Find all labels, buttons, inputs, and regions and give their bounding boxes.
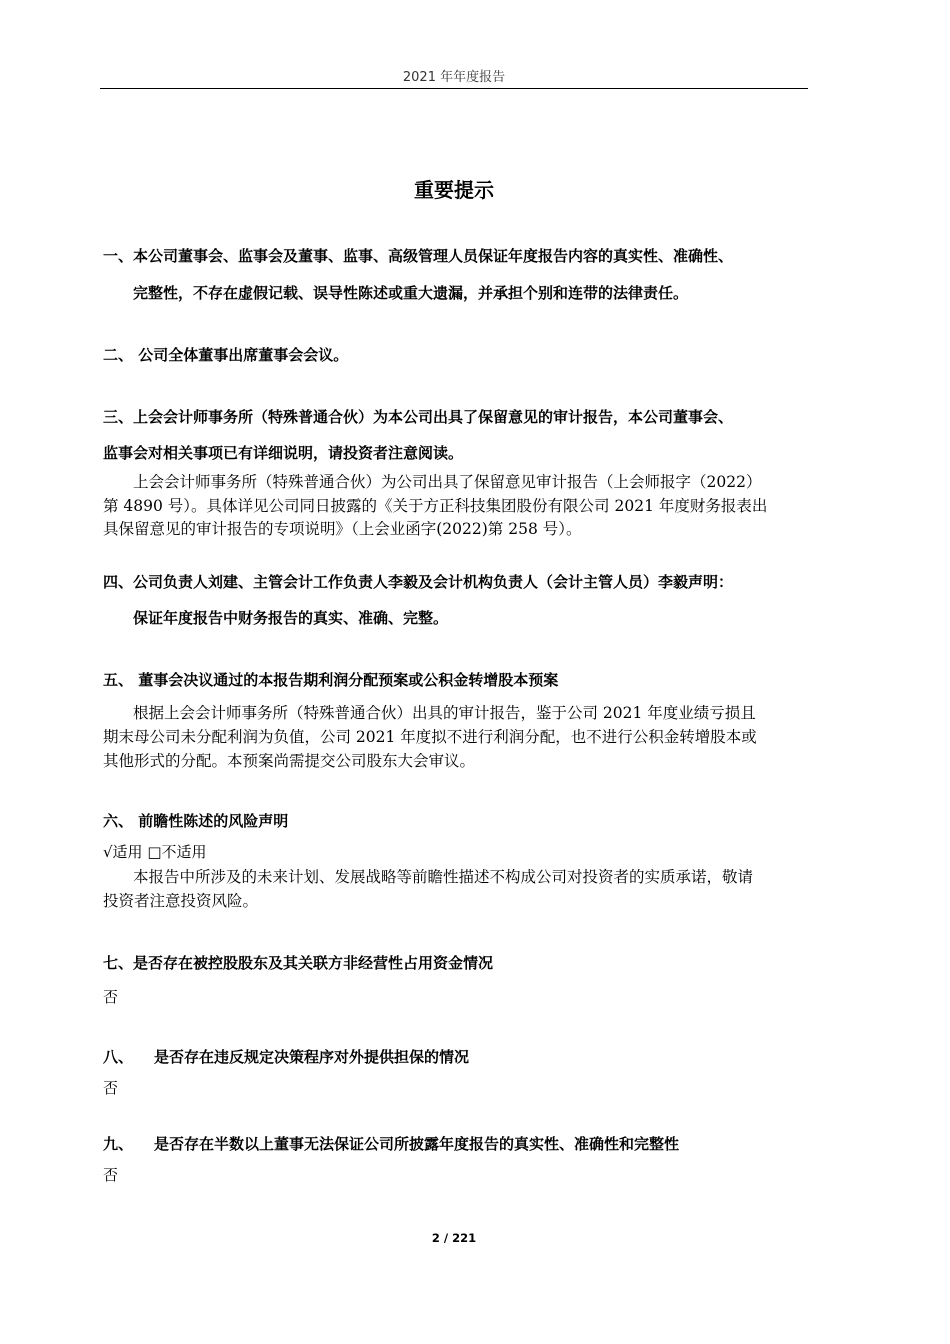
section-5-body-line-3: 其他形式的分配。本预案尚需提交公司股东大会审议。: [103, 752, 476, 770]
section-6-heading: 六、 前瞻性陈述的风险声明: [103, 812, 289, 830]
section-5-body-line-1: 根据上会会计师事务所（特殊普通合伙）出具的审计报告，鉴于公司 2021 年度业绩亏损且: [133, 704, 756, 722]
section-8-number: 八、: [103, 1048, 134, 1066]
section-9-heading: 是否存在半数以上董事无法保证公司所披露年度报告的真实性、准确性和完整性: [154, 1135, 680, 1153]
section-3-body-line-2: 第 4890 号）。具体详见公司同日披露的《关于方正科技集团股份有限公司 2021 年度财务报表出: [103, 497, 768, 515]
section-4-heading-line-2: 保证年度报告中财务报告的真实、准确、完整。: [133, 609, 449, 627]
applicability-checkbox: √适用 □不适用: [103, 843, 207, 861]
section-2-heading: 二、 公司全体董事出席董事会会议。: [103, 346, 349, 364]
section-5-body-line-2: 期末母公司未分配利润为负值，公司 2021 年度拟不进行利润分配，也不进行公积金转增股本或: [103, 728, 757, 746]
section-6-body-line-2: 投资者注意投资风险。: [103, 892, 259, 910]
section-3-heading-line-1: 三、上会会计师事务所（特殊普通合伙）为本公司出具了保留意见的审计报告，本公司董事会、: [103, 408, 734, 426]
section-7-answer: 否: [103, 988, 119, 1006]
section-8-heading: 是否存在违反规定决策程序对外提供担保的情况: [154, 1048, 470, 1066]
section-1-heading-line-1: 一、本公司董事会、监事会及董事、监事、高级管理人员保证年度报告内容的真实性、准确性、: [103, 247, 734, 265]
page-number: 2 / 221: [431, 1231, 477, 1245]
running-header: 2021 年年度报告: [402, 70, 506, 85]
section-9-answer: 否: [103, 1166, 119, 1184]
page-title: 重要提示: [414, 178, 494, 202]
section-7-heading: 七、是否存在被控股股东及其关联方非经营性占用资金情况: [103, 954, 494, 972]
section-1-heading-line-2: 完整性，不存在虚假记载、误导性陈述或重大遗漏，并承担个别和连带的法律责任。: [133, 284, 689, 302]
header-divider: [100, 88, 808, 89]
section-5-heading: 五、 董事会决议通过的本报告期利润分配预案或公积金转增股本预案: [103, 671, 559, 689]
section-6-body-line-1: 本报告中所涉及的未来计划、发展战略等前瞻性描述不构成公司对投资者的实质承诺，敬请: [133, 868, 754, 886]
section-3-body-line-1: 上会会计师事务所（特殊普通合伙）为公司出具了保留意见审计报告（上会师报字（2022）: [133, 473, 762, 491]
section-9-number: 九、: [103, 1135, 134, 1153]
section-3-heading-line-2: 监事会对相关事项已有详细说明，请投资者注意阅读。: [103, 444, 464, 462]
section-8-answer: 否: [103, 1079, 119, 1097]
section-3-body-line-3: 具保留意见的审计报告的专项说明》（上会业函字(2022)第 258 号）。: [103, 520, 582, 538]
section-4-heading-line-1: 四、公司负责人刘建、主管会计工作负责人李毅及会计机构负责人（会计主管人员）李毅声明：: [103, 573, 734, 591]
